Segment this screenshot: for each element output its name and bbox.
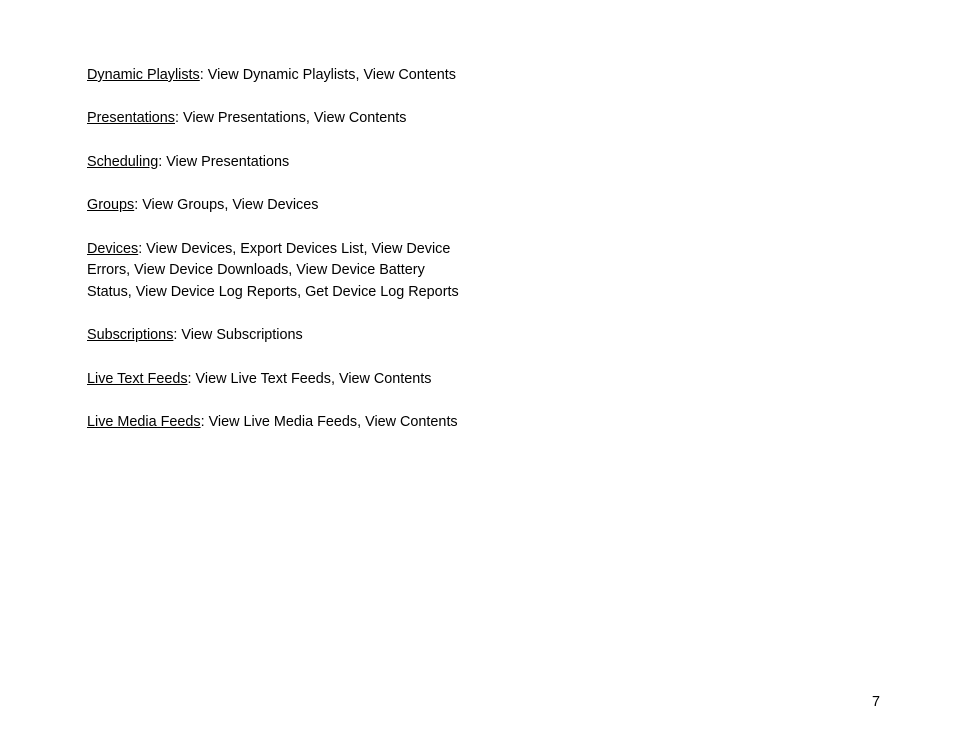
permission-description-live-text-feeds: View Live Text Feeds, View Contents [191, 370, 432, 387]
permission-title-groups: Groups [87, 197, 135, 214]
permission-entry-live-text-feeds [87, 369, 459, 391]
permission-separator: : [173, 327, 178, 344]
permission-entry-subscriptions [87, 325, 459, 347]
permission-entry-groups [87, 195, 459, 217]
permission-title-live-media-feeds: Live Media Feeds [87, 414, 201, 431]
permission-description-groups: View Groups, View Devices [138, 197, 319, 214]
permission-description-scheduling: View Presentations [162, 153, 290, 170]
permission-entry-scheduling [87, 152, 459, 174]
permission-separator: : [175, 110, 179, 127]
permissions-list [87, 65, 459, 456]
permission-separator: : [138, 240, 143, 257]
permission-separator: : [187, 370, 192, 387]
permission-separator: : [199, 67, 204, 83]
permission-separator: : [158, 153, 163, 170]
permission-description-dynamic-playlists: View Dynamic Playlists, View Contents [203, 67, 456, 83]
permission-separator: : [134, 197, 139, 214]
permission-description-devices: View Devices, Export Devices List, View Device Errors, View Device Downloads, View Device Battery Status, View Device Log Reports, Get Device Log Reports [87, 240, 459, 300]
permission-description-presentations: View Presentations, View Contents [179, 110, 407, 127]
permission-title-live-text-feeds: Live Text Feeds [87, 370, 188, 387]
permission-title-subscriptions: Subscriptions [87, 327, 174, 344]
permission-title-presentations: Presentations [87, 110, 175, 127]
permission-description-live-media-feeds: View Live Media Feeds, View Contents [204, 414, 458, 431]
permission-title-scheduling: Scheduling [87, 153, 159, 170]
permission-entry-dynamic-playlists [87, 65, 459, 87]
permission-entry-devices [87, 239, 459, 304]
permission-entry-live-media-feeds [87, 412, 459, 434]
permission-separator: : [200, 414, 205, 431]
permission-description-subscriptions: View Subscriptions [177, 327, 303, 344]
permission-entry-presentations [87, 108, 459, 130]
permission-title-devices: Devices [87, 240, 139, 257]
page-number: 7 [871, 694, 880, 710]
permission-title-dynamic-playlists: Dynamic Playlists [87, 67, 200, 83]
